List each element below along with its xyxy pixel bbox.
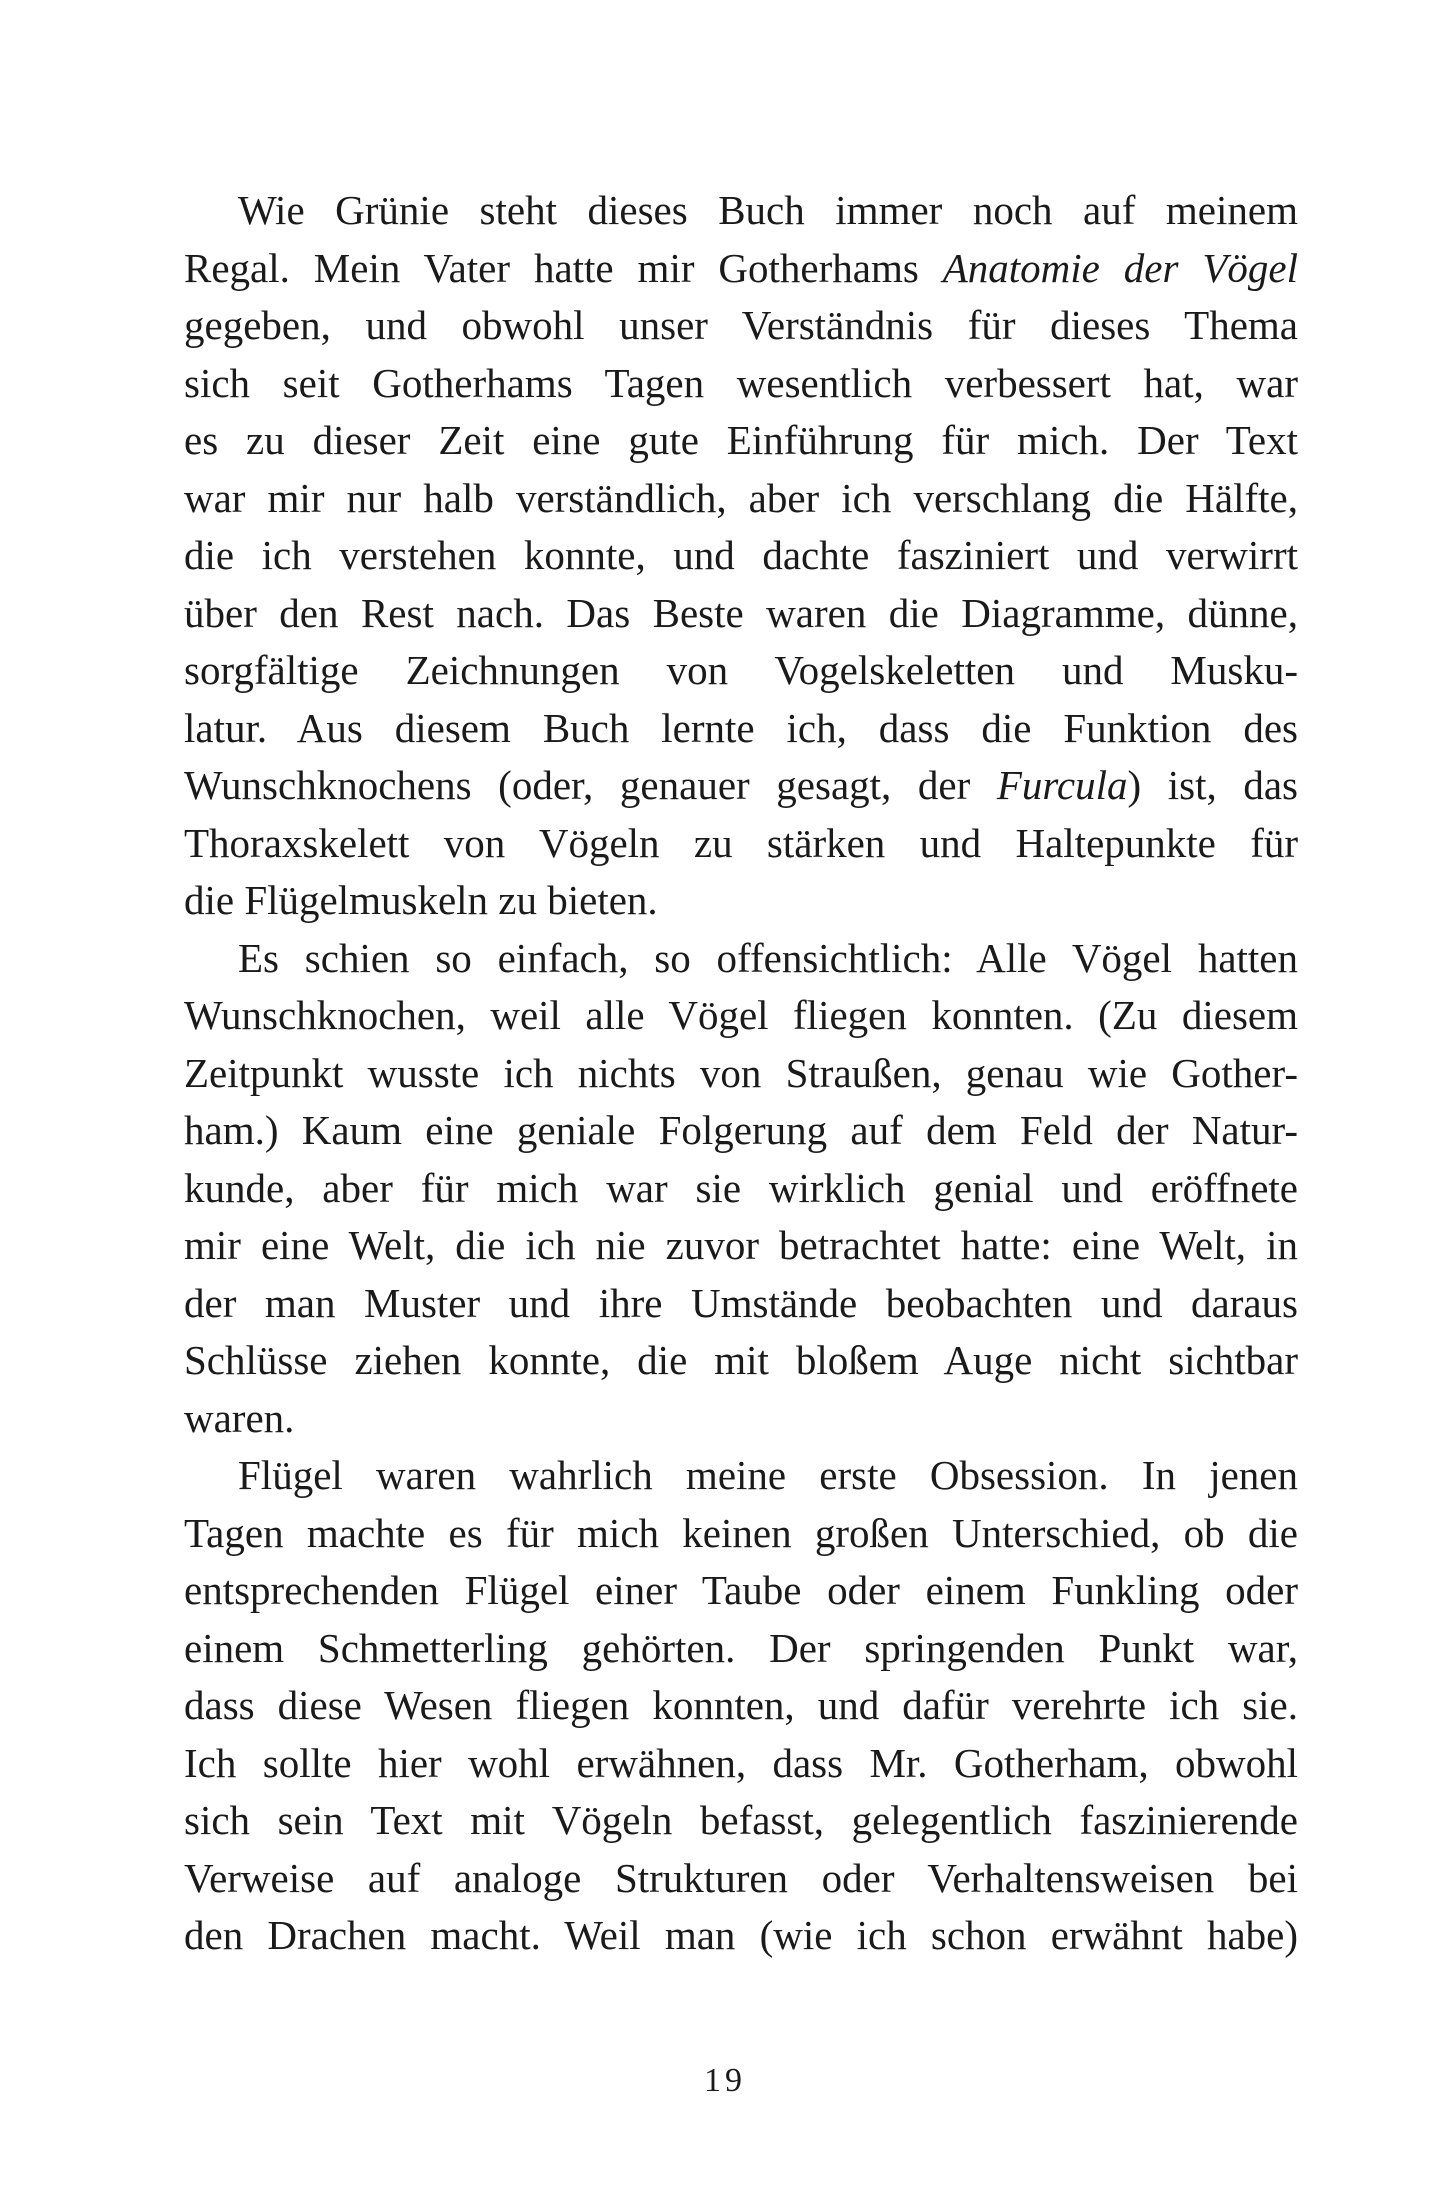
text-segment: waren. (184, 1394, 295, 1441)
text-segment: den Drachen macht. Weil man (wie ich schon erwähnt habe) (184, 1912, 1298, 1958)
text-line (184, 1160, 1298, 1218)
text-segment: der man Muster und ihre Umstände beobachten und daraus (184, 1279, 1298, 1326)
text-segment: kunde, aber für mich war sie wirklich genial und eröffnete (184, 1164, 1298, 1211)
text-segment: Zeitpunkt wusste ich nichts von Straußen, genau wie Gother- (184, 1049, 1298, 1096)
text-segment: die ich verstehen konnte, und dachte fasziniert und verwirrt (184, 532, 1298, 578)
text-line (184, 1907, 1298, 1965)
text-segment: dass diese Wesen fliegen konnten, und dafür verehrte ich sie. (184, 1682, 1298, 1728)
text-line (184, 1102, 1298, 1160)
text-line (184, 757, 1298, 815)
text-segment: Es schien so einfach, so offensichtlich: Alle Vögel hatten (238, 934, 1298, 981)
text-segment: entsprechenden Flügel einer Taube oder einem Funkling oder (184, 1567, 1298, 1613)
text-line (184, 412, 1298, 470)
text-line (184, 1562, 1298, 1620)
body-text (184, 182, 1298, 1965)
text-segment: sorgfältige Zeichnungen von Vogelskeletten und Musku- (184, 647, 1298, 693)
text-line (184, 470, 1298, 528)
text-segment: Tagen machte es für mich keinen großen Unterschied, ob die (184, 1509, 1298, 1556)
text-line (184, 1850, 1298, 1908)
text-segment: Wunschknochen, weil alle Vögel fliegen konnten. (Zu diesem (184, 992, 1298, 1038)
text-segment: sich sein Text mit Vögeln befasst, gelegentlich faszinierende (184, 1797, 1298, 1843)
text-segment: latur. Aus diesem Buch lernte ich, dass die Funktion des (184, 704, 1298, 751)
text-line (184, 872, 1298, 930)
text-segment: es zu dieser Zeit eine gute Einführung für mich. Der Text (184, 417, 1298, 463)
page-number: 19 (704, 2062, 746, 2099)
italic-text: Furcula (996, 762, 1128, 808)
text-line (184, 700, 1298, 758)
text-line (184, 1677, 1298, 1735)
text-segment: Verweise auf analoge Strukturen oder Verhaltensweisen bei (184, 1854, 1298, 1901)
text-segment: einem Schmetterling gehörten. Der springenden Punkt war, (184, 1624, 1298, 1671)
text-line (184, 1620, 1298, 1678)
text-segment: Thoraxskelett von Vögeln zu stärken und Haltepunkte für (184, 819, 1298, 866)
text-line (184, 815, 1298, 873)
text-segment: ) ist, das (1127, 762, 1299, 808)
text-line (184, 1792, 1298, 1850)
text-segment: ham.) Kaum eine geniale Folgerung auf dem Feld der Natur- (184, 1107, 1298, 1153)
text-line (184, 1735, 1298, 1793)
italic-text: Anatomie der Vögel (942, 244, 1298, 291)
text-line (184, 987, 1298, 1045)
text-line (184, 355, 1298, 413)
text-segment: sich seit Gotherhams Tagen wesentlich verbessert hat, war (184, 359, 1298, 406)
text-line (184, 1390, 1298, 1448)
text-line (184, 585, 1298, 643)
text-line (184, 1332, 1298, 1390)
text-line (184, 1447, 1298, 1505)
text-segment: war mir nur halb verständlich, aber ich verschlang die Hälfte, (184, 474, 1298, 521)
text-segment: gegeben, und obwohl unser Verständnis für dieses Thema (184, 302, 1298, 348)
text-line (184, 1217, 1298, 1275)
text-segment: mir eine Welt, die ich nie zuvor betrachtet hatte: eine Welt, in (184, 1222, 1298, 1268)
text-line (184, 1275, 1298, 1333)
text-segment: Schlüsse ziehen konnte, die mit bloßem Auge nicht sichtbar (184, 1337, 1298, 1383)
text-line (184, 297, 1298, 355)
text-line (184, 642, 1298, 700)
text-line (184, 182, 1298, 240)
text-line (184, 1505, 1298, 1563)
text-line (184, 1045, 1298, 1103)
text-segment: über den Rest nach. Das Beste waren die Diagramme, dünne, (184, 589, 1298, 636)
text-line (184, 527, 1298, 585)
text-segment: Flügel waren wahrlich meine erste Obsession. In jenen (238, 1452, 1298, 1498)
text-line (184, 930, 1298, 988)
text-segment: die Flügelmuskeln zu bieten. (184, 877, 658, 923)
text-segment: Regal. Mein Vater hatte mir Gotherhams (184, 244, 943, 291)
text-segment: Ich sollte hier wohl erwähnen, dass Mr. Gotherham, obwohl (184, 1739, 1298, 1786)
text-line (184, 240, 1298, 298)
text-segment: Wie Grünie steht dieses Buch immer noch auf meinem (238, 187, 1298, 233)
text-segment: Wunschknochens (oder, genauer gesagt, der (184, 762, 997, 808)
